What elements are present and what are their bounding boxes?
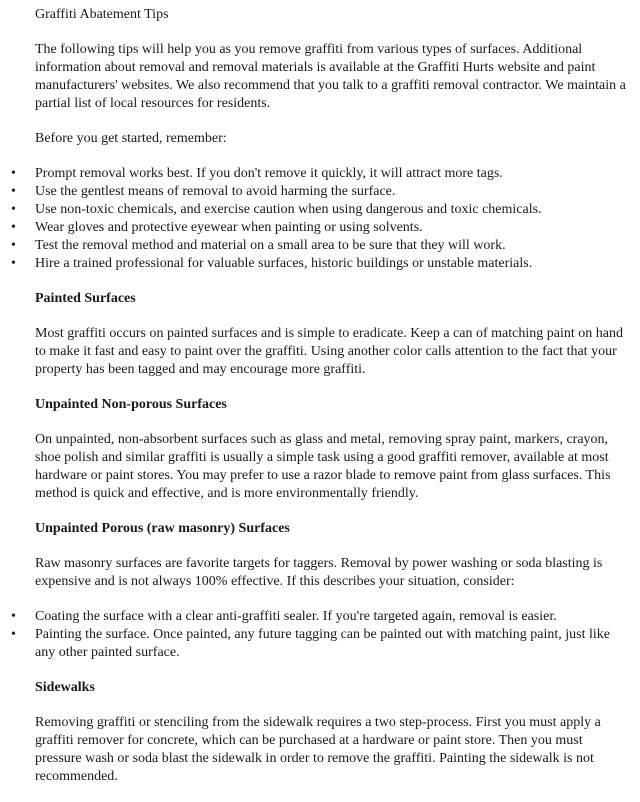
bullet-icon: • (11, 238, 16, 253)
list-item-text: Test the removal method and material on a small area to be sure that they will work. (35, 238, 506, 253)
section-heading-painted: Painted Surfaces (35, 291, 136, 306)
document-title: Graffiti Abatement Tips (35, 7, 169, 22)
list-item (11, 237, 632, 255)
section-body-sidewalks: Removing graffiti or stenciling from the sidewalk requires a two step-process. First you must apply a graffiti remover for concrete, which can be purchased at a hardware or paint store. Then you must pressure wash or soda blast the sidewalk in order to remove the graffiti. Painting the sidewalk is not recommended. (35, 715, 601, 784)
section-body-painted: Most graffiti occurs on painted surfaces and is simple to eradicate. Keep a can of matching paint on hand to make it fast and easy to paint over the graffiti. Using another color calls attention to the fact that your property has been tagged and may encourage more graffiti. (35, 326, 623, 377)
bullet-icon: • (11, 609, 16, 624)
list-item-text: Painting the surface. Once painted, any future tagging can be painted out with matching paint, just like any other painted surface. (35, 627, 611, 660)
list-item-text: Use non-toxic chemicals, and exercise caution when using dangerous and toxic chemicals. (35, 202, 542, 217)
intro-paragraph: The following tips will help you as you remove graffiti from various types of surfaces. Additional information about removal and removal materials is available at the Graffiti Hurts website and paint manufacturers' websites. We also recommend that you talk to a graffiti removal contractor. We maintain a partial list of local resources for residents. (35, 42, 626, 111)
bullet-icon: • (11, 166, 16, 181)
list-item (11, 626, 632, 662)
list-item (11, 183, 632, 201)
list-item (11, 219, 632, 237)
list-item-text: Coating the surface with a clear anti-graffiti sealer. If you're targeted again, removal is easier. (35, 609, 557, 624)
section-heading-porous: Unpainted Porous (raw masonry) Surfaces (35, 521, 290, 536)
section-heading-sidewalks: Sidewalks (35, 680, 95, 695)
section-heading-nonporous: Unpainted Non-porous Surfaces (35, 397, 227, 412)
list-item (11, 608, 632, 626)
list-item-text: Use the gentlest means of removal to avoid harming the surface. (35, 184, 396, 199)
bullet-icon: • (11, 220, 16, 235)
porous-options-list (11, 608, 632, 662)
list-item-text: Wear gloves and protective eyewear when painting or using solvents. (35, 220, 423, 235)
list-item (11, 201, 632, 219)
list-item (11, 165, 632, 183)
bullet-icon: • (11, 256, 16, 271)
bullet-icon: • (11, 202, 16, 217)
list-item-text: Hire a trained professional for valuable surfaces, historic buildings or unstable materials. (35, 256, 533, 271)
section-body-nonporous: On unpainted, non-absorbent surfaces such as glass and metal, removing spray paint, markers, crayon, shoe polish and similar graffiti is usually a simple task using a good graffiti remover, available at most hardware or paint stores. You may prefer to use a razor blade to remove paint from glass surfaces. This method is quick and effective, and is more environmentally friendly. (35, 432, 611, 501)
list-item (11, 255, 632, 273)
list-item-text: Prompt removal works best. If you don't remove it quickly, it will attract more tags. (35, 166, 503, 181)
before-heading: Before you get started, remember: (35, 131, 227, 146)
bullet-icon: • (11, 184, 16, 199)
tips-list (11, 165, 632, 273)
section-body-porous: Raw masonry surfaces are favorite targets for taggers. Removal by power washing or soda blasting is expensive and is not always 100% effective. If this describes your situation, consider: (35, 556, 603, 589)
bullet-icon: • (11, 627, 16, 642)
